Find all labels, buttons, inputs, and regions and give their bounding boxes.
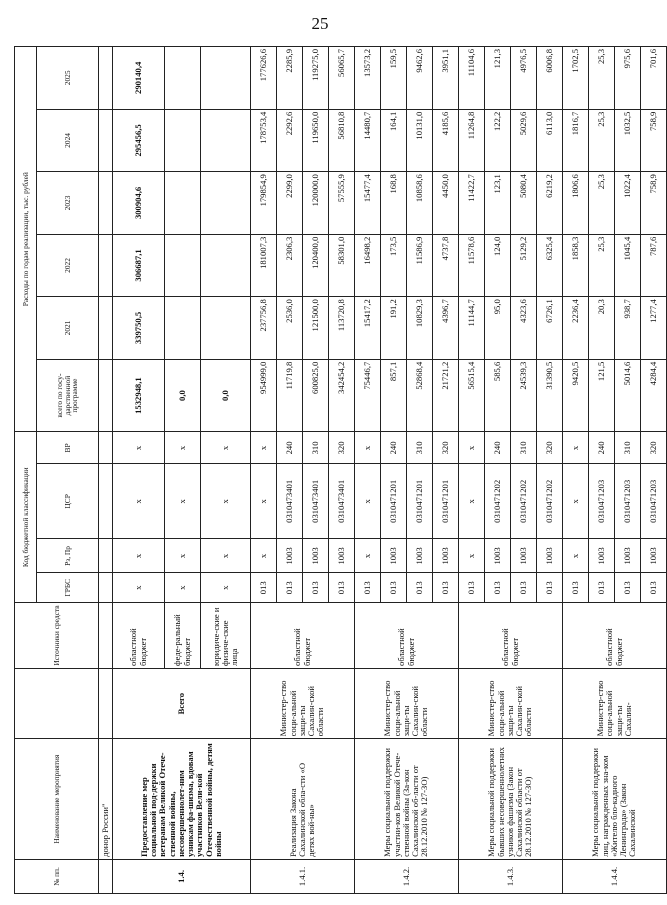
year-value-cell: 11144,7 (459, 297, 485, 360)
header-grbs: ГРБС (37, 573, 99, 603)
measure-name-cell: Меры социальной поддержки бывших несовершеннолетних узников фашизма (Закон Сахалинской области от 28.12.2010 № 127-ЗО) (459, 739, 563, 860)
grbs-cell: 013 (459, 573, 485, 603)
csr-cell: 0310473401 (277, 464, 303, 539)
executor-cell: Министер-ство соци-альной защи-ты Сахалин- (563, 668, 667, 738)
year-value-cell: 2285,9 (277, 47, 303, 110)
year-value-cell: 1277,4 (641, 297, 667, 360)
year-value-cell: 6219,2 (537, 172, 563, 235)
header-year-2022: 2022 (37, 234, 99, 297)
rzpr-cell: 1003 (485, 539, 511, 573)
vr-cell: х (165, 432, 201, 464)
vr-cell: 310 (303, 432, 329, 464)
vr-cell: 240 (485, 432, 511, 464)
year-value-cell: 164,1 (381, 109, 407, 172)
grbs-cell: 013 (563, 573, 589, 603)
total-cell: 21721,2 (433, 359, 459, 432)
year-value-cell: 121500,0 (303, 297, 329, 360)
grbs-cell: 013 (277, 573, 303, 603)
row-number-cell: 1.4.4. (563, 859, 667, 893)
grbs-cell: х (201, 573, 251, 603)
year-value-cell: 300904,6 (113, 172, 165, 235)
year-value-cell (165, 47, 201, 110)
year-value-cell: 25,3 (589, 109, 615, 172)
measure-name-cell: Реализация Закона Сахалинской обла-сти «О детях вой-ны» (251, 739, 355, 860)
header-total: всего по госу-дарственной программе (37, 359, 99, 432)
rzpr-cell: х (165, 539, 201, 573)
year-value-cell: 11264,8 (459, 109, 485, 172)
executor-cell: Министер-ство соци-альной защи-ты Сахалин-ской области (355, 668, 459, 738)
total-cell: 121,5 (589, 359, 615, 432)
total-cell: 1532948,1 (113, 359, 165, 432)
grbs-cell: 013 (381, 573, 407, 603)
year-value-cell: 173,5 (381, 234, 407, 297)
grbs-cell: 013 (485, 573, 511, 603)
row-number-cell: 1.4.2. (355, 859, 459, 893)
vr-cell: 320 (537, 432, 563, 464)
year-value-cell (165, 297, 201, 360)
empty-cell (99, 603, 113, 669)
csr-cell: х (459, 464, 485, 539)
grbs-cell: х (113, 573, 165, 603)
year-value-cell: 290140,4 (113, 47, 165, 110)
vr-cell: 320 (433, 432, 459, 464)
vr-cell: 310 (511, 432, 537, 464)
csr-cell: 0310471202 (537, 464, 563, 539)
year-value-cell: 1702,5 (563, 47, 589, 110)
row-number-cell: 1.4.3. (459, 859, 563, 893)
csr-cell: 0310471203 (589, 464, 615, 539)
measure-name-cell: Меры социальной поддержки лиц, награжденных зна-ком «Жителю бло-кадного Ленинграда» (Закон Сахалинской (563, 739, 667, 860)
empty-cell (99, 47, 113, 110)
csr-cell: 0310471201 (407, 464, 433, 539)
year-value-cell: 237756,8 (251, 297, 277, 360)
year-value-cell: 6325,4 (537, 234, 563, 297)
total-cell: 0,0 (201, 359, 251, 432)
empty-cell (99, 573, 113, 603)
header-kbk: Код бюджетной классификации (15, 432, 37, 603)
csr-cell: х (165, 464, 201, 539)
header-vr: ВР (37, 432, 99, 464)
grbs-cell: 013 (511, 573, 537, 603)
empty-cell (99, 668, 113, 738)
vr-cell: х (113, 432, 165, 464)
grbs-cell: 013 (615, 573, 641, 603)
measure-name-cell: Меры социальной поддержки участни-ков Великой Отече-ственной войны (За-кон Сахалинской об-ласти от 28.12.2010 № 127-ЗО) (355, 739, 459, 860)
csr-cell: х (251, 464, 277, 539)
year-value-cell: 4185,6 (433, 109, 459, 172)
rzpr-cell: х (459, 539, 485, 573)
total-cell: 585,6 (485, 359, 511, 432)
year-value-cell (165, 234, 201, 297)
csr-cell: 0310471202 (511, 464, 537, 539)
total-cell: 24539,3 (511, 359, 537, 432)
rzpr-cell: х (201, 539, 251, 573)
vr-cell: х (251, 432, 277, 464)
vr-cell: 240 (277, 432, 303, 464)
year-value-cell: 1045,4 (615, 234, 641, 297)
year-value-cell: 11578,6 (459, 234, 485, 297)
year-value-cell: 3951,1 (433, 47, 459, 110)
year-value-cell: 168,8 (381, 172, 407, 235)
year-value-cell: 10858,6 (407, 172, 433, 235)
year-value-cell: 2292,6 (277, 109, 303, 172)
year-value-cell: 701,6 (641, 47, 667, 110)
year-value-cell: 14480,7 (355, 109, 381, 172)
total-cell: 5014,6 (615, 359, 641, 432)
year-value-cell: 25,3 (589, 172, 615, 235)
source-cell: феде-ральный бюджет (165, 603, 201, 669)
header-executor (15, 668, 99, 738)
year-value-cell: 5129,2 (511, 234, 537, 297)
year-value-cell: 5029,6 (511, 109, 537, 172)
vr-cell: 240 (589, 432, 615, 464)
year-value-cell: 121,3 (485, 47, 511, 110)
year-value-cell (201, 234, 251, 297)
total-cell: 857,1 (381, 359, 407, 432)
rzpr-cell: х (563, 539, 589, 573)
year-value-cell: 787,6 (641, 234, 667, 297)
source-cell: областной бюджет (355, 603, 459, 669)
empty-cell (99, 464, 113, 539)
year-value-cell: 191,2 (381, 297, 407, 360)
measure-name-cell: донор России" (99, 739, 113, 860)
year-value-cell: 4450,0 (433, 172, 459, 235)
year-value-cell (201, 109, 251, 172)
header-csr: ЦСР (37, 464, 99, 539)
grbs-cell: 013 (251, 573, 277, 603)
year-value-cell: 181007,3 (251, 234, 277, 297)
total-cell: 0,0 (165, 359, 201, 432)
rzpr-cell: 1003 (381, 539, 407, 573)
rotated-table-wrapper (8, 40, 658, 900)
table-row (355, 47, 381, 894)
table-row (563, 47, 589, 894)
source-cell: областной бюджет (113, 603, 165, 669)
csr-cell: х (563, 464, 589, 539)
year-value-cell: 57555,9 (329, 172, 355, 235)
empty-cell (99, 297, 113, 360)
vr-cell: 310 (407, 432, 433, 464)
total-cell: 11719,8 (277, 359, 303, 432)
year-value-cell: 5080,4 (511, 172, 537, 235)
year-value-cell: 758,9 (641, 109, 667, 172)
rzpr-cell: х (113, 539, 165, 573)
year-value-cell: 2236,4 (563, 297, 589, 360)
year-value-cell (165, 109, 201, 172)
year-value-cell: 95,0 (485, 297, 511, 360)
year-value-cell: 9462,6 (407, 47, 433, 110)
year-value-cell: 58301,0 (329, 234, 355, 297)
year-value-cell: 113720,8 (329, 297, 355, 360)
grbs-cell: 013 (589, 573, 615, 603)
csr-cell: 0310471201 (381, 464, 407, 539)
total-cell: 954999,0 (251, 359, 277, 432)
source-cell: юридиче-ские и физиче-ские лица (201, 603, 251, 669)
row-number-cell: 1.4.1. (251, 859, 355, 893)
year-value-cell: 119275,0 (303, 47, 329, 110)
vr-cell: х (563, 432, 589, 464)
year-value-cell: 4976,5 (511, 47, 537, 110)
year-value-cell: 6726,1 (537, 297, 563, 360)
year-value-cell: 159,5 (381, 47, 407, 110)
header-source: Источники средств (15, 603, 99, 669)
total-cell: 56515,4 (459, 359, 485, 432)
year-value-cell: 4737,8 (433, 234, 459, 297)
header-rzpr: Рз, Пр (37, 539, 99, 573)
empty-cell (99, 539, 113, 573)
year-value-cell: 10829,3 (407, 297, 433, 360)
vr-cell: 310 (615, 432, 641, 464)
row-number-cell: 1.4. (113, 859, 251, 893)
year-value-cell: 16498,2 (355, 234, 381, 297)
grbs-cell: 013 (355, 573, 381, 603)
csr-cell: 0310473401 (303, 464, 329, 539)
year-value-cell: 4323,6 (511, 297, 537, 360)
grbs-cell: 013 (329, 573, 355, 603)
rzpr-cell: 1003 (589, 539, 615, 573)
header-name: Наименование мероприятия (15, 739, 99, 860)
source-cell: областной бюджет (251, 603, 355, 669)
table-row (251, 47, 277, 894)
year-value-cell: 1032,5 (615, 109, 641, 172)
year-value-cell: 56065,7 (329, 47, 355, 110)
vr-cell: 320 (641, 432, 667, 464)
total-cell: 9420,5 (563, 359, 589, 432)
csr-cell: 0310471203 (615, 464, 641, 539)
executor-cell: Всего (113, 668, 251, 738)
year-value-cell (201, 172, 251, 235)
rzpr-cell: 1003 (511, 539, 537, 573)
vr-cell: 240 (381, 432, 407, 464)
total-cell: 31390,5 (537, 359, 563, 432)
year-value-cell: 120400,0 (303, 234, 329, 297)
rzpr-cell: 1003 (537, 539, 563, 573)
total-cell: 342454,2 (329, 359, 355, 432)
csr-cell: 0310471203 (641, 464, 667, 539)
year-value-cell: 6113,0 (537, 109, 563, 172)
empty-cell (99, 234, 113, 297)
rzpr-cell: х (355, 539, 381, 573)
year-value-cell: 178753,4 (251, 109, 277, 172)
executor-cell: Министер-ство соци-альной защи-ты Сахалин-ской области (251, 668, 355, 738)
year-value-cell: 20,3 (589, 297, 615, 360)
row-number-cell (99, 859, 113, 893)
rzpr-cell: 1003 (407, 539, 433, 573)
year-value-cell: 938,7 (615, 297, 641, 360)
total-cell: 4284,4 (641, 359, 667, 432)
empty-cell (99, 172, 113, 235)
budget-table (14, 46, 667, 894)
year-value-cell: 56810,8 (329, 109, 355, 172)
table-row (99, 47, 113, 894)
year-value-cell: 2536,0 (277, 297, 303, 360)
year-value-cell (165, 172, 201, 235)
header-no: № пп. (15, 859, 99, 893)
rzpr-cell: 1003 (615, 539, 641, 573)
total-cell: 600825,0 (303, 359, 329, 432)
header-year-2021: 2021 (37, 297, 99, 360)
year-value-cell: 25,3 (589, 234, 615, 297)
executor-cell: Министер-ство соци-альной защи-ты Сахалин-ской области (459, 668, 563, 738)
grbs-cell: 013 (537, 573, 563, 603)
year-value-cell: 119650,0 (303, 109, 329, 172)
year-value-cell: 339750,5 (113, 297, 165, 360)
measure-name-cell: Предоставление мер социальной под-держки ветеранам Великой Отече-ственной войны, несовершеннолет-ним узникам фа-шизма, вдовам участников Вели-кой Отечественной войны, детям войны (113, 739, 251, 860)
empty-cell (99, 359, 113, 432)
grbs-cell: 013 (641, 573, 667, 603)
grbs-cell: 013 (303, 573, 329, 603)
source-cell: областной бюджет (459, 603, 563, 669)
year-value-cell: 120000,0 (303, 172, 329, 235)
csr-cell: 0310471202 (485, 464, 511, 539)
year-value-cell: 25,3 (589, 47, 615, 110)
total-cell: 52868,4 (407, 359, 433, 432)
year-value-cell: 15477,4 (355, 172, 381, 235)
rzpr-cell: 1003 (641, 539, 667, 573)
year-value-cell: 177626,6 (251, 47, 277, 110)
empty-cell (99, 432, 113, 464)
header-year-2023: 2023 (37, 172, 99, 235)
vr-cell: х (355, 432, 381, 464)
year-value-cell: 15417,2 (355, 297, 381, 360)
csr-cell: 0310473401 (329, 464, 355, 539)
rzpr-cell: 1003 (303, 539, 329, 573)
year-value-cell: 122,2 (485, 109, 511, 172)
vr-cell: х (201, 432, 251, 464)
year-value-cell: 1858,3 (563, 234, 589, 297)
year-value-cell: 758,9 (641, 172, 667, 235)
year-value-cell: 124,0 (485, 234, 511, 297)
table-row (113, 47, 165, 894)
year-value-cell: 1806,6 (563, 172, 589, 235)
year-value-cell: 179854,9 (251, 172, 277, 235)
vr-cell: 320 (329, 432, 355, 464)
year-value-cell (201, 47, 251, 110)
csr-cell: х (201, 464, 251, 539)
scanned-page (8, 40, 658, 900)
grbs-cell: 013 (407, 573, 433, 603)
csr-cell: 0310471201 (433, 464, 459, 539)
year-value-cell: 10131,0 (407, 109, 433, 172)
year-value-cell: 975,6 (615, 47, 641, 110)
source-cell: областной бюджет (563, 603, 667, 669)
grbs-cell: х (165, 573, 201, 603)
year-value-cell: 123,1 (485, 172, 511, 235)
vr-cell: х (459, 432, 485, 464)
total-cell: 75446,7 (355, 359, 381, 432)
empty-cell (99, 109, 113, 172)
year-value-cell: 6006,8 (537, 47, 563, 110)
year-value-cell: 11104,6 (459, 47, 485, 110)
page-number: 25 (311, 14, 329, 33)
rzpr-cell: 1003 (329, 539, 355, 573)
year-value-cell: 2306,3 (277, 234, 303, 297)
header-expenses: Расходы по годам реализации, тыс. рублей (15, 47, 37, 432)
rzpr-cell: х (251, 539, 277, 573)
header-year-2025: 2025 (37, 47, 99, 110)
year-value-cell: 11586,9 (407, 234, 433, 297)
year-value-cell: 295456,5 (113, 109, 165, 172)
year-value-cell: 2299,0 (277, 172, 303, 235)
grbs-cell: 013 (433, 573, 459, 603)
header-year-2024: 2024 (37, 109, 99, 172)
csr-cell: х (113, 464, 165, 539)
year-value-cell: 306687,1 (113, 234, 165, 297)
csr-cell: х (355, 464, 381, 539)
year-value-cell: 1816,7 (563, 109, 589, 172)
table-row (459, 47, 485, 894)
year-value-cell (201, 297, 251, 360)
year-value-cell: 4396,7 (433, 297, 459, 360)
rzpr-cell: 1003 (433, 539, 459, 573)
rzpr-cell: 1003 (277, 539, 303, 573)
year-value-cell: 13573,2 (355, 47, 381, 110)
year-value-cell: 1022,4 (615, 172, 641, 235)
year-value-cell: 11422,7 (459, 172, 485, 235)
